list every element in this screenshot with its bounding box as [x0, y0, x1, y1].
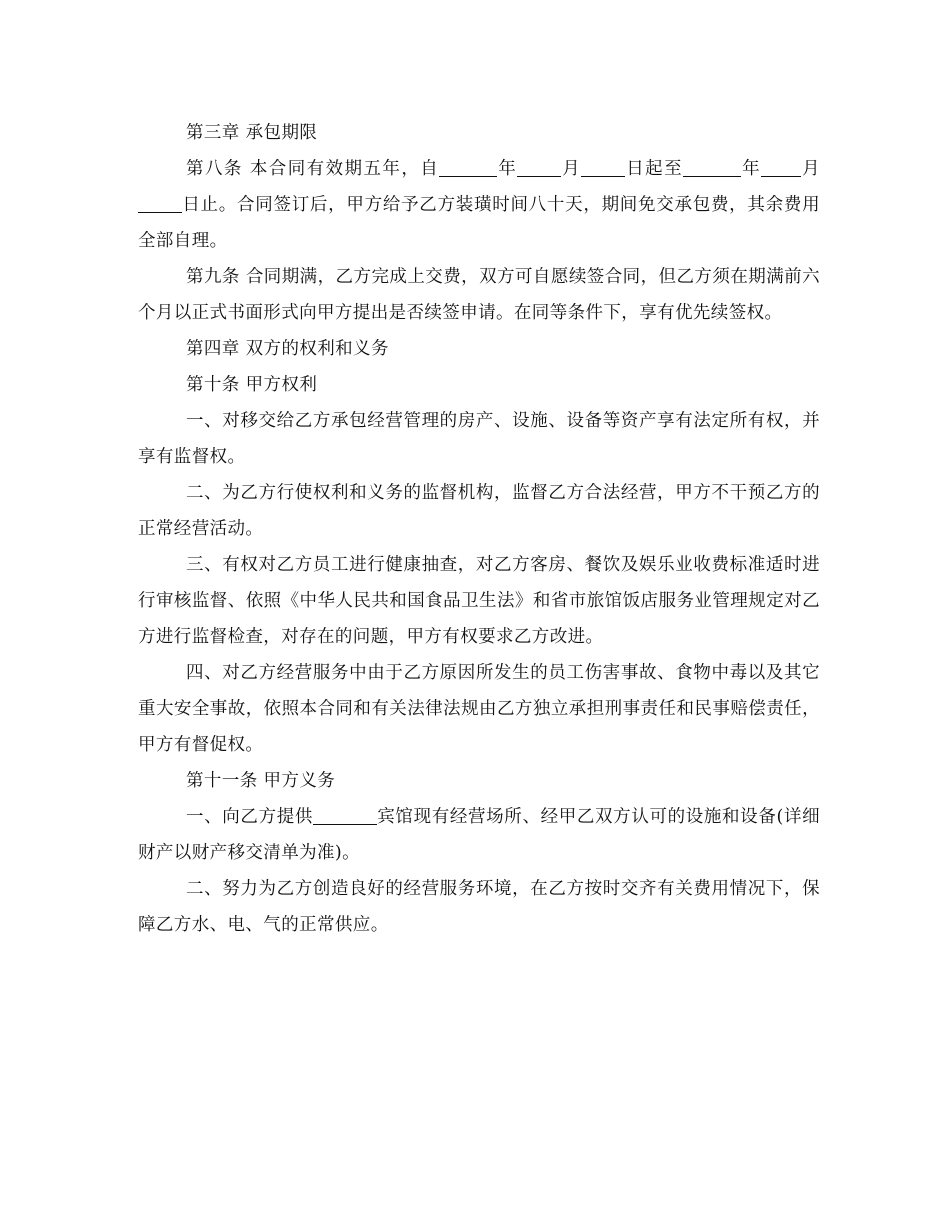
article-8-text-7: 日止。合同签订后，甲方给予乙方装璜时间八十天，期间免交承包费，其余费用全部自理。: [138, 195, 820, 251]
article-8-text-5: 年: [741, 159, 762, 179]
blank-end-day: [138, 192, 182, 213]
article-10-title: 第十条 甲方权利: [186, 375, 318, 395]
article-9: 第九条 合同期满，乙方完成上交费，双方可自愿续签合同，但乙方须在期满前六个月以正式书面形式向甲方提出是否续签申请。在同等条件下，享有优先续签权。: [138, 267, 820, 323]
article-10-item-3: 三、有权对乙方员工进行健康抽查，对乙方客房、餐饮及娱乐业收费标准适时进行审核监督、依照《中华人民共和国食品卫生法》和省市旅馆饭店服务业管理规定对乙方进行监督检查，对存在的问题，甲方有权要求乙方改进。: [138, 555, 820, 647]
article-8-text-2: 年: [497, 159, 518, 179]
chapter-3-title: 第三章 承包期限: [186, 123, 318, 143]
blank-start-day: [581, 156, 625, 177]
blank-start-month: [517, 156, 561, 177]
article-11-item-1-text-2: 宾馆现有经营场所、经甲乙双方认可的设施和设备(详细财产以财产移交清单为准)。: [138, 807, 820, 863]
article-11-title: 第十一条 甲方义务: [186, 771, 336, 791]
article-11-item-1: [138, 799, 820, 871]
article-8-text-3: 月: [561, 159, 582, 179]
article-8-text-4: 日起至: [625, 159, 684, 179]
document-body: [138, 115, 820, 943]
blank-hotel-name: [313, 804, 377, 825]
blank-start-year: [439, 156, 497, 177]
article-10-item-4: 四、对乙方经营服务中由于乙方原因所发生的员工伤害事故、食物中毒以及其它重大安全事故，依照本合同和有关法律法规由乙方独立承担刑事责任和民事赔偿责任，甲方有督促权。: [138, 663, 820, 755]
article-11-item-1-text-1: 一、向乙方提供: [186, 807, 314, 827]
article-10-item-1: 一、对移交给乙方承包经营管理的房产、设施、设备等资产享有法定所有权，并享有监督权。: [138, 411, 820, 467]
article-8-text-1: 第八条 本合同有效期五年，自: [186, 159, 440, 179]
chapter-4-title: 第四章 双方的权利和义务: [186, 339, 389, 359]
article-8: [138, 151, 820, 259]
blank-end-month: [761, 156, 801, 177]
article-10-item-2: 二、为乙方行使权利和义务的监督机构，监督乙方合法经营，甲方不干预乙方的正常经营活动。: [138, 483, 820, 539]
blank-end-year: [683, 156, 741, 177]
article-8-text-6: 月: [801, 159, 821, 179]
article-11-item-2: 二、努力为乙方创造良好的经营服务环境，在乙方按时交齐有关费用情况下，保障乙方水、电、气的正常供应。: [138, 879, 820, 935]
